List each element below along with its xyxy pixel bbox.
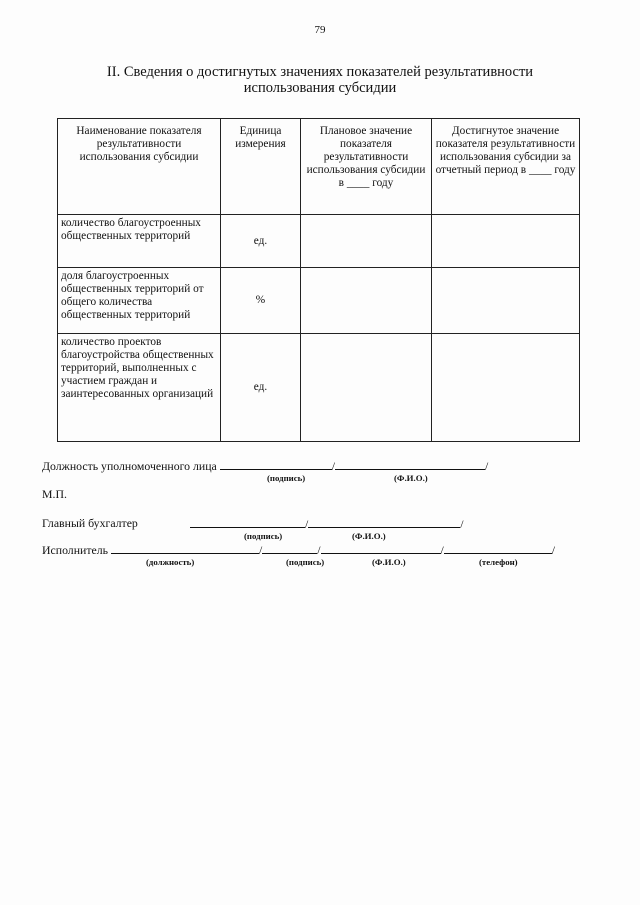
header-planned-value: Плановое значение показателя результативности использования субсидии в ____ году — [301, 119, 432, 215]
official-label: Должность уполномоченного лица — [42, 459, 217, 473]
indicator-name-cell: количество проектов благоустройства общественных территорий, выполненных с участием граждан и заинтересованных организаций — [58, 334, 221, 442]
table-row — [58, 215, 580, 268]
header-indicator-name: Наименование показателя результативности использования субсидии — [58, 119, 221, 215]
table-header-row — [58, 119, 580, 215]
executor-signature-line: Исполнитель / / / / — [42, 543, 556, 557]
official-signature-caption: (подпись) — [267, 473, 306, 483]
section-title — [80, 64, 560, 96]
executor-label: Исполнитель — [42, 543, 108, 557]
unit-cell: ед. — [221, 215, 301, 268]
achieved-value-cell[interactable] — [432, 215, 580, 268]
unit-cell: % — [221, 268, 301, 334]
accountant-signature-caption: (подпись) — [244, 531, 283, 541]
section-title-line1: II. Сведения о достигнутых значениях показателей результативности — [106, 64, 534, 80]
official-fio-caption: (Ф.И.О.) — [394, 473, 428, 483]
executor-fio-field[interactable] — [321, 542, 441, 554]
indicator-name-cell: количество благоустроенных общественных территорий — [58, 215, 221, 268]
header-achieved-value: Достигнутое значение показателя результативности использования субсидии за отчетный период в ____ году — [432, 119, 580, 215]
executor-phone-field[interactable] — [444, 542, 552, 554]
planned-value-cell[interactable] — [301, 215, 432, 268]
header-unit: Единица измерения — [221, 119, 301, 215]
stamp-label: М.П. — [42, 487, 67, 501]
accountant-signature-line: / / — [190, 516, 464, 532]
executor-position-field[interactable] — [111, 542, 259, 554]
official-signature-field[interactable] — [220, 458, 332, 470]
indicator-name-cell: доля благоустроенных общественных территорий от общего количества общественных территорий — [58, 268, 221, 334]
executor-fio-caption: (Ф.И.О.) — [372, 557, 406, 567]
unit-cell: ед. — [221, 334, 301, 442]
accountant-fio-field[interactable] — [308, 516, 460, 528]
achieved-value-cell[interactable] — [432, 268, 580, 334]
accountant-fio-caption: (Ф.И.О.) — [352, 531, 386, 541]
official-fio-field[interactable] — [335, 458, 485, 470]
executor-signature-caption: (подпись) — [286, 557, 325, 567]
planned-value-cell[interactable] — [301, 334, 432, 442]
indicators-table — [57, 118, 580, 442]
page-number: 79 — [314, 24, 326, 36]
planned-value-cell[interactable] — [301, 268, 432, 334]
achieved-value-cell[interactable] — [432, 334, 580, 442]
executor-position-caption: (должность) — [146, 557, 195, 567]
section-title-line2: использования субсидии — [243, 80, 397, 96]
official-signature-line: Должность уполномоченного лица / / — [42, 459, 489, 473]
accountant-signature-field[interactable] — [190, 516, 305, 528]
table-row — [58, 268, 580, 334]
table-row — [58, 334, 580, 442]
executor-phone-caption: (телефон) — [479, 557, 518, 567]
executor-signature-field[interactable] — [262, 542, 317, 554]
accountant-label: Главный бухгалтер — [42, 516, 138, 530]
